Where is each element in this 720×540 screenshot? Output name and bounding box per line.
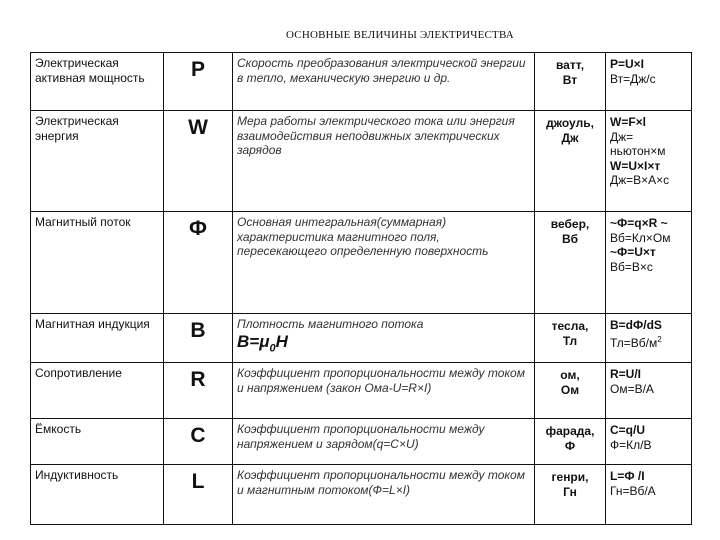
formula-line [610,231,687,246]
table-row [31,419,692,465]
unit-line: Вб [561,231,579,246]
quantity-formula [606,465,692,525]
quantity-name: Магнитный поток [31,212,164,314]
unit-line: Тл [562,333,578,348]
unit-line: вебер, [550,217,590,231]
quantity-formula [606,314,692,363]
formula-line [610,130,687,145]
formula-line [610,367,687,382]
quantity-description [233,419,535,465]
unit-line: Гн [563,484,577,499]
quantity-name: Магнитная индукция [31,314,164,363]
quantity-name: Электрическая энергия [31,111,164,212]
quantity-description [233,363,535,419]
unit-line: тесла, [551,319,589,333]
unit-line: Дж [561,130,579,145]
formula-line [610,438,687,453]
table-row [31,212,692,314]
table-row [31,363,692,419]
formula-text: Тл=Вб/м [610,335,658,350]
unit-line: генри, [551,470,589,484]
formula-text: B=dФ/dS [610,318,662,332]
quantity-unit [535,314,606,363]
quantity-symbol: L [164,465,233,525]
description-text: Плотность магнитного потока [237,317,424,331]
formula-line [610,484,687,499]
quantity-description [233,212,535,314]
quantity-symbol: C [164,419,233,465]
quantity-name: Сопротивление [31,363,164,419]
formula-line [610,469,687,484]
formula-line [610,144,687,159]
quantity-description [233,111,535,212]
formula-line [610,260,687,275]
quantity-unit [535,465,606,525]
quantity-symbol: W [164,111,233,212]
quantity-unit [535,419,606,465]
quantity-formula [606,53,692,111]
quantity-formula [606,111,692,212]
formula-line [610,318,687,333]
quantity-unit [535,363,606,419]
formula-text: Вб=Кл×Ом [610,230,671,245]
quantities-table [30,52,692,525]
unit-line: Вт [562,72,578,87]
description-text: Скорость преобразования электрической энергии в тепло, механическую энергию и др. [237,56,526,85]
formula-text: P=U×I [610,57,645,71]
unit-line: фарада, [545,424,595,438]
formula-line [610,57,687,72]
quantity-description [233,314,535,363]
formula-line [610,382,687,397]
quantity-formula [606,212,692,314]
formula-text: R=U/I [610,367,642,381]
quantity-symbol: P [164,53,233,111]
description-text: Коэффициент пропорциональности между током и напряжением (закон Ома-U=R×I) [237,366,525,395]
formula-line [610,72,687,87]
formula-sup: 2 [657,334,662,344]
formula-text: Вб=В×с [610,259,653,274]
formula-tail: H [275,331,288,351]
unit-line: Ом [560,382,580,397]
description-text: Коэффициент пропорциональности между напряжением и зарядом(q=C×U) [237,422,485,451]
formula-line [610,423,687,438]
unit-line: ом, [560,368,580,382]
formula-line [610,173,687,188]
formula-sub: 0 [269,341,276,354]
formula-text: Гн=Вб/А [610,483,656,498]
formula-line [610,245,687,260]
quantity-unit [535,111,606,212]
description-text: Мера работы электрического тока или энергия взаимодействия неподвижных электрических зарядов [237,114,515,157]
formula-text: ~Ф=q×R ~ [610,216,668,230]
page-title: ОСНОВНЫЕ ВЕЛИЧИНЫ ЭЛЕКТРИЧЕСТВА [286,29,514,41]
table-row [31,53,692,111]
table-row [31,314,692,363]
unit-line: Ф [564,438,576,453]
quantity-symbol: R [164,363,233,419]
quantity-unit [535,212,606,314]
formula-text: ньютон×м [610,144,666,158]
formula-text: W=U×I×т [610,158,661,173]
table-row [31,111,692,212]
quantity-unit [535,53,606,111]
formula-main: B=μ [237,331,270,351]
quantity-description [233,53,535,111]
description-text: Основная интегральная(суммарная) характеристика магнитного поля, пересекающего определенную поверхность [237,215,489,258]
formula-line [610,115,687,130]
quantity-formula [606,419,692,465]
quantity-formula [606,363,692,419]
formula-text: Вт=Дж/с [610,71,656,86]
formula-line [610,333,687,351]
formula-line [610,216,687,231]
quantity-symbol: Ф [164,212,233,314]
quantity-symbol: B [164,314,233,363]
unit-line: джоуль, [546,116,594,130]
formula-text: Дж= [610,129,634,144]
formula-text: C=q/U [610,423,646,437]
description-formula [237,332,530,358]
quantity-description [233,465,535,525]
table-row [31,465,692,525]
quantity-name: Индуктивность [31,465,164,525]
formula-text: Ф=Кл/В [610,437,652,452]
formula-text: W=F×l [610,115,647,129]
description-text: Коэффициент пропорциональности между током и магнитным потоком(Ф=L×I) [237,468,525,497]
formula-text: Дж=В×А×с [610,173,670,187]
quantity-name: Электрическая активная мощность [31,53,164,111]
unit-line: ватт, [555,58,585,72]
quantity-name: Ёмкость [31,419,164,465]
formula-text: Ом=В/А [610,381,654,396]
formula-line [610,159,687,174]
formula-text: L=Ф /I [610,469,645,483]
formula-text: ~Ф=U×т [610,245,656,259]
